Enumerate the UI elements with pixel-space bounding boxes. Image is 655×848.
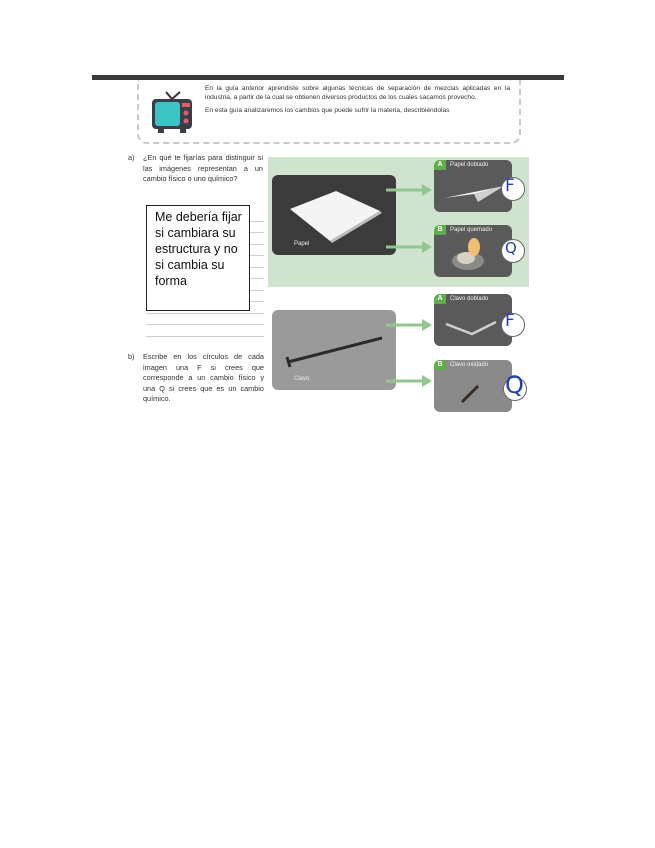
badge-b: B <box>434 225 446 235</box>
question-a <box>128 153 263 185</box>
paper-sheet-image <box>272 175 396 255</box>
answer-box[interactable]: Me debería fijar si cambiara su estructura y no si cambia su forma <box>146 205 250 311</box>
badge-a: A <box>434 294 446 304</box>
answer-mark-folded-paper: F <box>505 176 515 196</box>
rusty-nail-label: Clavo oxidado <box>450 362 489 368</box>
arrow-icon <box>386 240 432 254</box>
intro-paragraph-2: En esta guía analizaremos los cambios que puede sufrir la materia, describiéndolas <box>205 107 450 114</box>
bent-nail-photo <box>434 294 512 346</box>
arrow-icon <box>386 183 432 197</box>
rusty-nail-image <box>434 360 512 412</box>
nail-label: Clavo <box>294 376 310 382</box>
burnt-paper-label: Papel quemado <box>450 227 493 233</box>
nail-image <box>272 310 396 390</box>
badge-b: B <box>434 360 446 370</box>
arrow-icon <box>386 374 432 388</box>
rusty-nail-photo <box>434 360 512 412</box>
nail-photo <box>272 310 396 390</box>
intro-paragraph-1: En la guía anterior aprendiste sobre algunas técnicas de separación de mezclas aplicadas en la industria, a partir de la cual se obtienen diversos productos de los cuales sacamos provecho. <box>205 85 510 101</box>
answer-mark-bent-nail: F <box>505 311 515 331</box>
television-icon <box>150 90 194 134</box>
arrow-icon <box>386 318 432 332</box>
question-b <box>128 352 264 405</box>
answer-mark-burnt-paper: Q <box>505 239 517 257</box>
paper-label: Papel <box>294 241 310 247</box>
intro-text <box>205 84 510 119</box>
folded-paper-label: Papel doblado <box>450 162 489 168</box>
question-b-text: Escribe en los círculos de cada imagen una F si crees que corresponde a un cambio físico y una Q si crees que es un cambio químico. <box>143 352 264 403</box>
paper-photo <box>272 175 396 255</box>
question-b-letter: b) <box>128 352 135 361</box>
badge-a: A <box>434 160 446 170</box>
bent-nail-image <box>434 294 512 346</box>
answer-mark-rusty-nail: Q <box>505 371 524 399</box>
bent-nail-label: Clavo doblado <box>450 296 489 302</box>
question-a-text: ¿En qué te fijarías para distinguir si las imágenes representan a un cambio físico o uno químico? <box>143 153 263 183</box>
question-a-letter: a) <box>128 153 135 162</box>
